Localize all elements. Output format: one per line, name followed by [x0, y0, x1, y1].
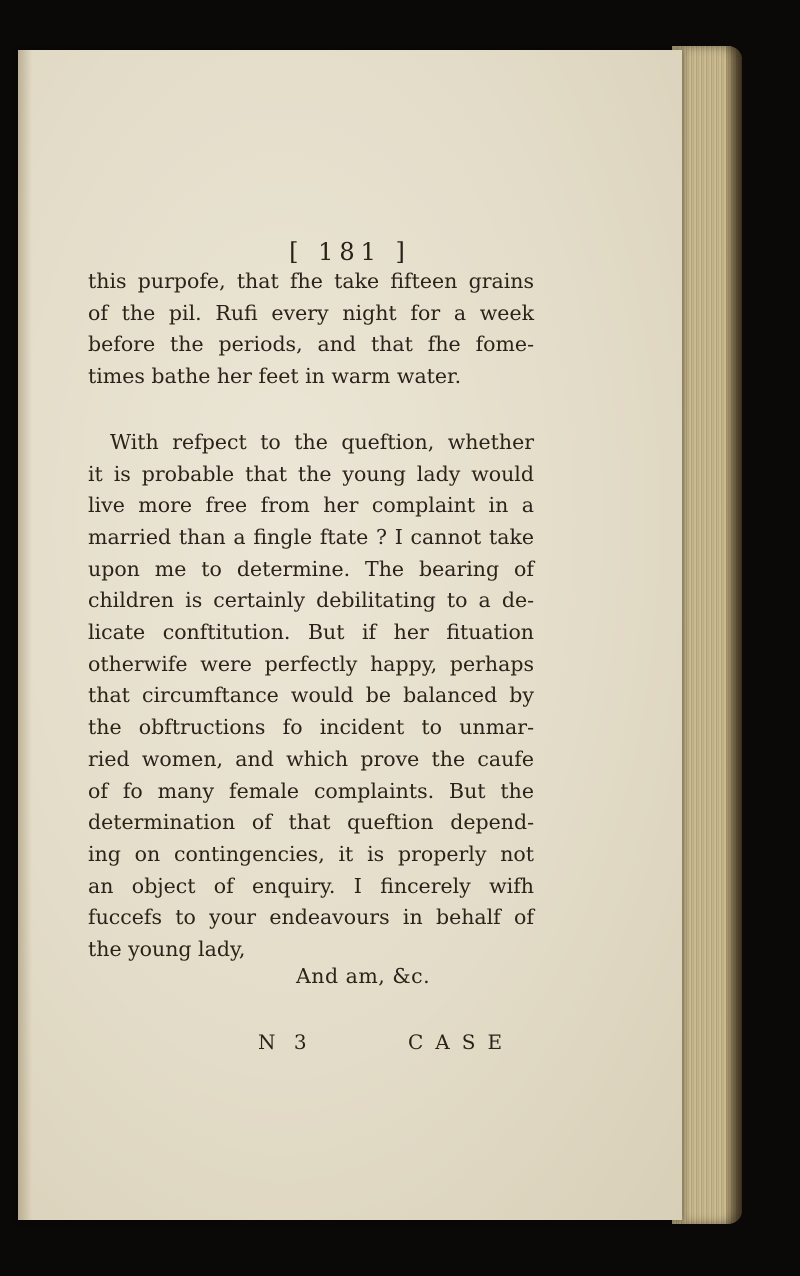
- text-line: the obftructions fo incident to unmar-: [88, 715, 534, 740]
- text-line: an object of enquiry. I fincerely wifh: [88, 873, 534, 898]
- book-page: [18, 50, 682, 1220]
- text-line: ing on contingencies, it is properly not: [88, 841, 534, 866]
- text-line: upon me to determine. The bearing of: [88, 556, 534, 581]
- signature-mark: N 3: [258, 1030, 313, 1054]
- text-line: ried women, and which prove the caufe: [88, 746, 534, 771]
- body-text: [88, 266, 534, 966]
- page-number: [ 181 ]: [289, 238, 411, 266]
- text-line: licate conftitution. But if her fituation: [88, 620, 534, 645]
- paragraph-1: [88, 266, 534, 393]
- text-line: fuccefs to your endeavours in behalf of: [88, 905, 534, 930]
- text-line: this purpofe, that fhe take fifteen grains: [88, 269, 534, 293]
- text-line: of the pil. Rufi every night for a week: [88, 300, 534, 325]
- page-edges: [672, 46, 742, 1224]
- text-line: that circumftance would be balanced by: [88, 683, 534, 708]
- text-line: determination of that queftion depend-: [88, 810, 534, 835]
- closing-line: And am, &c.: [296, 964, 431, 988]
- text-line: the young lady,: [88, 937, 246, 962]
- text-line: children is certainly debilitating to a de-: [88, 588, 534, 613]
- text-line: it is probable that the young lady would: [88, 461, 534, 486]
- paragraph-2: [88, 427, 534, 966]
- text-line: live more free from her complaint in a: [88, 493, 534, 518]
- gutter-shadow: [18, 50, 32, 1220]
- text-line: before the periods, and that fhe fome-: [88, 332, 534, 357]
- text-line: married than a fingle ftate ? I cannot take: [88, 524, 534, 549]
- catchword: CASE: [408, 1030, 515, 1054]
- text-line: times bathe her feet in warm water.: [88, 364, 462, 389]
- text-line: With refpect to the queftion, whether: [110, 429, 534, 454]
- text-line: otherwife were perfectly happy, perhaps: [88, 651, 534, 676]
- text-line: of fo many female complaints. But the: [88, 778, 534, 803]
